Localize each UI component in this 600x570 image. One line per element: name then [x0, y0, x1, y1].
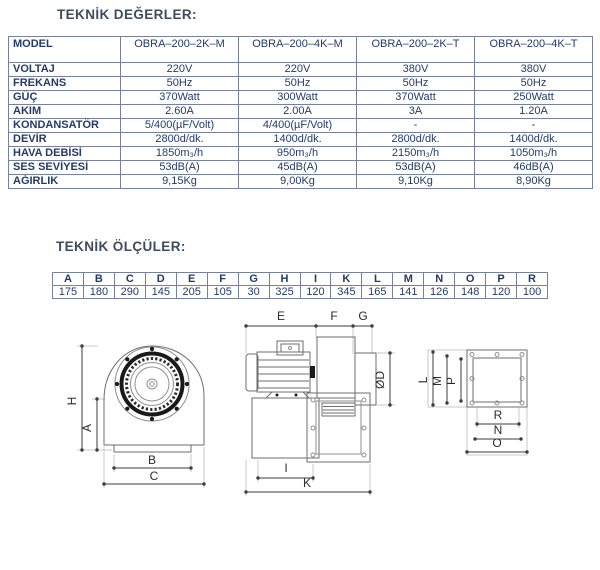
hub-circle [147, 379, 157, 389]
outlet-opening [473, 358, 521, 402]
cell: 1400d/dk. [239, 133, 357, 147]
dim-label-f: F [330, 309, 338, 323]
fan-front-view [65, 346, 204, 488]
dim-label-b: B [147, 453, 157, 467]
dim-value: 105 [207, 286, 238, 299]
cell: 9,00Kg [239, 175, 357, 189]
cell: 9,15Kg [121, 175, 239, 189]
inlet-grille-ring [127, 359, 178, 410]
dim-letter: R [517, 273, 548, 286]
cell: 2.00A [239, 105, 357, 119]
dim-value: 345 [331, 286, 362, 299]
table-row-ses-seviyesi [9, 161, 593, 175]
table-row-hava-debisi [9, 147, 593, 161]
cell: 380V [475, 63, 593, 77]
impeller-circle [135, 367, 169, 401]
cell: 2.60A [121, 105, 239, 119]
dim-letter: P [486, 273, 517, 286]
dim-label-n: N [493, 423, 503, 437]
cell: 4/400(µF/Volt) [239, 119, 357, 133]
cell: 220V [121, 63, 239, 77]
dim-letter: B [83, 273, 114, 286]
dim-value: 180 [83, 286, 114, 299]
dim-value: 175 [53, 286, 84, 299]
dim-letter: D [145, 273, 176, 286]
motor-terminal-box-inner [281, 344, 299, 352]
cell: 300Watt [239, 91, 357, 105]
dim-label-p: P [444, 376, 458, 386]
cell: - [475, 119, 593, 133]
table-row-voltaj [9, 63, 593, 77]
cell: 2800d/dk. [121, 133, 239, 147]
row-label: DEVİR [9, 133, 121, 147]
outlet-flange-view [416, 350, 527, 455]
dim-letter: A [53, 273, 84, 286]
dim-letter: G [238, 273, 269, 286]
cell: 50Hz [121, 77, 239, 91]
motor-fins [258, 360, 309, 388]
dimension-table [52, 272, 548, 299]
header-model-1: OBRA–200–2K–M [121, 37, 239, 63]
dim-value: 290 [114, 286, 145, 299]
header-model-4: OBRA–200–4K–T [475, 37, 593, 63]
dim-letter: L [362, 273, 393, 286]
row-label: AĞIRLIK [9, 175, 121, 189]
cell: 950m₃/h [239, 147, 357, 161]
outlet-flange-plate [467, 350, 527, 407]
dim-value: 120 [300, 286, 331, 299]
dim-value: 325 [269, 286, 300, 299]
dim-value: 100 [517, 286, 548, 299]
row-label: GÜÇ [9, 91, 121, 105]
row-label: FREKANS [9, 77, 121, 91]
dim-letter: O [455, 273, 486, 286]
dim-label-l: L [416, 376, 430, 384]
cell: 46dB(A) [475, 161, 593, 175]
cell: 370Watt [357, 91, 475, 105]
shaft-circle [150, 382, 154, 386]
table-header-row [9, 37, 593, 63]
motor-bracket [266, 392, 309, 398]
dim-value: 126 [424, 286, 455, 299]
cell: 53dB(A) [357, 161, 475, 175]
cell: 53dB(A) [121, 161, 239, 175]
cell: 250Watt [475, 91, 593, 105]
fan-volute-outline [104, 346, 204, 445]
dim-label-r: R [493, 408, 503, 422]
section-title-technical-values: TEKNİK DEĞERLER: [57, 7, 197, 22]
cell: 380V [357, 63, 475, 77]
dim-label-i: I [284, 461, 288, 475]
row-label: HAVA DEBİSİ [9, 147, 121, 161]
row-label: VOLTAJ [9, 63, 121, 77]
bracket-bolt [276, 394, 279, 397]
cell: 5/400(µF/Volt) [121, 119, 239, 133]
row-label: SES SEVİYESİ [9, 161, 121, 175]
dimension-letters-row [53, 273, 548, 286]
dim-value: 120 [486, 286, 517, 299]
table-row-guc [9, 91, 593, 105]
motor-shaft-key [310, 366, 315, 378]
dim-label-c: C [149, 469, 159, 483]
cell: 45dB(A) [239, 161, 357, 175]
dim-value: 141 [393, 286, 424, 299]
dim-letter: H [269, 273, 300, 286]
cell: 2150m₃/h [357, 147, 475, 161]
dim-label-h: H [65, 396, 79, 406]
header-model-3: OBRA–200–2K–T [357, 37, 475, 63]
terminal-box-screw [289, 347, 292, 350]
motor-end-cap [246, 354, 258, 391]
cell: 8,90Kg [475, 175, 593, 189]
dim-label-k: K [302, 476, 312, 490]
cell: 2800d/dk. [357, 133, 475, 147]
dim-letter: I [300, 273, 331, 286]
table-row-frekans [9, 77, 593, 91]
dim-value: 30 [238, 286, 269, 299]
inlet-flange-inner [316, 401, 361, 454]
cell: 50Hz [475, 77, 593, 91]
cell: 1050m₃/h [475, 147, 593, 161]
technical-drawings [0, 300, 600, 570]
cell: 220V [239, 63, 357, 77]
cell: 1400d/dk. [475, 133, 593, 147]
dim-letter: C [114, 273, 145, 286]
cell: - [357, 119, 475, 133]
cell: 1.20A [475, 105, 593, 119]
dim-letter: N [424, 273, 455, 286]
dim-label-od: ØD [373, 371, 387, 389]
outlet-duct [317, 337, 355, 398]
header-model-2: OBRA–200–4K–M [239, 37, 357, 63]
cell: 50Hz [357, 77, 475, 91]
fan-side-view [246, 309, 395, 496]
dim-value: 165 [362, 286, 393, 299]
cell: 370Watt [121, 91, 239, 105]
inlet-ring-inner [131, 363, 174, 406]
cell: 50Hz [239, 77, 357, 91]
dimension-values-row [53, 286, 548, 299]
table-row-kondansator [9, 119, 593, 133]
dim-label-e: E [276, 309, 286, 323]
dim-label-a: A [80, 423, 94, 433]
flange-bolt-holes [470, 353, 524, 406]
dim-value: 205 [176, 286, 207, 299]
section-title-technical-dimensions: TEKNİK ÖLÇÜLER: [56, 239, 186, 254]
table-row-agirlik [9, 175, 593, 189]
cell: 3A [357, 105, 475, 119]
dim-label-m: M [430, 376, 444, 386]
dim-letter: M [393, 273, 424, 286]
header-model: MODEL [9, 37, 121, 63]
dim-label-o: O [492, 436, 502, 450]
dim-value: 148 [455, 286, 486, 299]
row-label: KONDANSATÖR [9, 119, 121, 133]
cell: 9,10Kg [357, 175, 475, 189]
dim-value: 145 [145, 286, 176, 299]
scroll-housing [252, 398, 319, 458]
bracket-bolt [295, 394, 298, 397]
dim-letter: F [207, 273, 238, 286]
motor-body [257, 352, 310, 392]
dim-label-g: G [358, 309, 368, 323]
dim-letter: E [176, 273, 207, 286]
cell: 1850m₃/h [121, 147, 239, 161]
dim-letter: K [331, 273, 362, 286]
table-row-devir [9, 133, 593, 147]
technical-values-table [8, 36, 593, 189]
table-row-akim [9, 105, 593, 119]
row-label: AKIM [9, 105, 121, 119]
fan-base-plate [114, 445, 191, 452]
inlet-grille-slats [323, 407, 354, 414]
